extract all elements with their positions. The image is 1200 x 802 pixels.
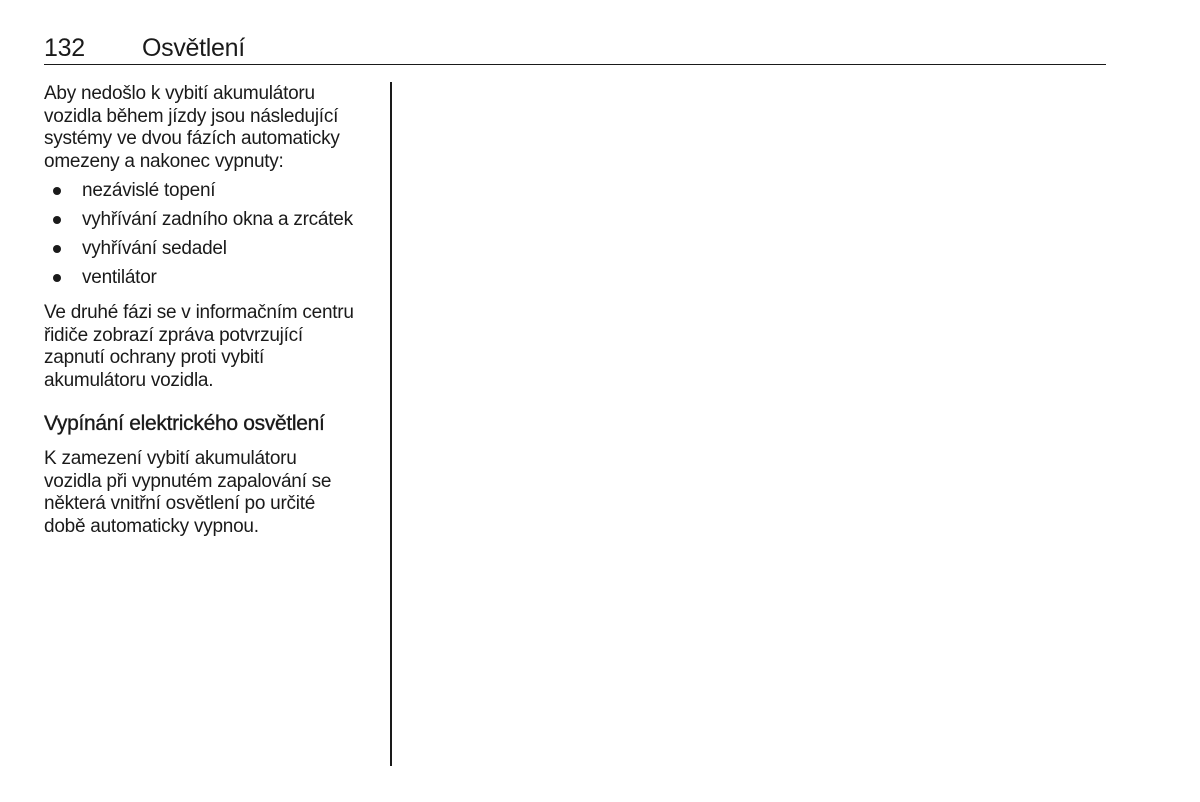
bullet-icon xyxy=(53,216,61,224)
chapter-title: Osvětlení xyxy=(142,34,245,62)
list-item-text: vyhřívání zadního okna a zrcátek xyxy=(82,209,353,230)
second-paragraph: Ve druhé fázi se v informačním centru řidiče zobrazí zpráva potvrzující zapnutí ochrany proti vybití akumulátoru vozidla. xyxy=(44,302,354,391)
list-item xyxy=(44,209,390,238)
list-item-text: ventilátor xyxy=(82,267,157,288)
list-item xyxy=(44,238,390,267)
page-header xyxy=(44,34,1106,65)
list-item xyxy=(44,180,390,209)
bullet-list xyxy=(44,180,390,296)
section-heading: Vypínání elektrického osvětlení xyxy=(44,412,325,435)
page-number: 132 xyxy=(44,34,85,62)
list-item-text: vyhřívání sedadel xyxy=(82,238,227,259)
bullet-icon xyxy=(53,245,61,253)
column-divider xyxy=(390,82,392,766)
bullet-icon xyxy=(53,187,61,195)
intro-paragraph: Aby nedošlo k vybití akumulátoru vozidla během jízdy jsou následující systémy ve dvou fázích automaticky omezeny a nakonec vypnuty: xyxy=(44,83,340,172)
list-item-text: nezávislé topení xyxy=(82,180,216,201)
left-column xyxy=(44,83,390,538)
list-item xyxy=(44,267,390,296)
bullet-icon xyxy=(53,274,61,282)
section-paragraph: K zamezení vybití akumulátoru vozidla při vypnutém zapalování se některá vnitřní osvětlení po určité době automaticky vypnou. xyxy=(44,448,332,537)
